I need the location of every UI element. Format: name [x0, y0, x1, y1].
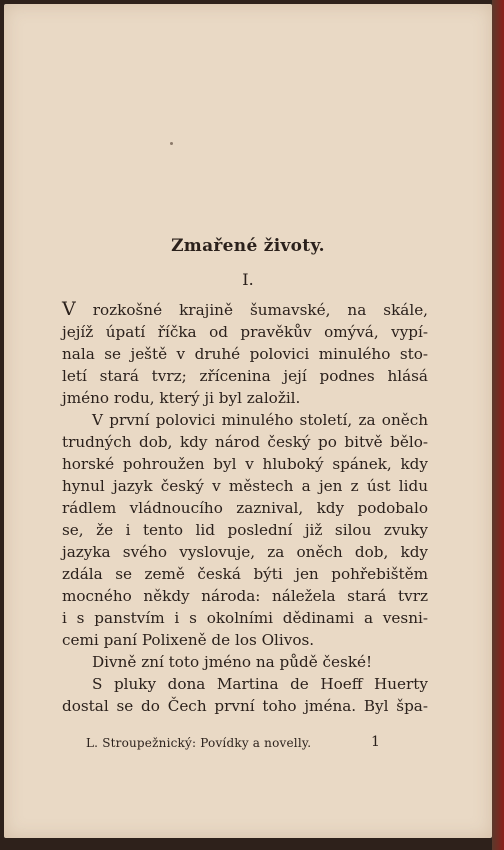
initial-letter: V [62, 298, 76, 320]
book-page [4, 4, 492, 838]
story-title: Zmařené životy. [171, 236, 325, 256]
text-line: nala se ještě v druhé polovici minulého sto- [62, 345, 428, 363]
chapter-number: I. [242, 270, 254, 289]
text-line: jazyka svého vyslovuje, za oněch dob, kdy [62, 543, 428, 561]
text-line: cemi paní Polixeně de los Olivos. [62, 631, 315, 649]
text-line: horské pohroužen byl v hluboký spánek, kdy [62, 455, 428, 473]
text-line: V první polovici minulého století, za oněch [92, 411, 428, 429]
text-line: hynul jazyk český v městech a jen z úst lidu [62, 477, 428, 495]
text-line: letí stará tvrz; zřícenina její podnes hlásá [62, 367, 428, 385]
text-line: S pluky dona Martina de Hoeff Huerty [92, 675, 428, 693]
text-line: rádlem vládnoucího zaznival, kdy podobalo [62, 499, 428, 517]
book-edge [492, 0, 504, 850]
text-line: se, že i tento lid poslední již silou zvuky [62, 521, 428, 539]
page-footer: L. Stroupežnický: Povídky a novelly. [86, 736, 312, 750]
text-line: jejíž úpatí říčka od pravěkův omývá, vypí- [62, 323, 428, 341]
text-line: mocného někdy národa: náležela stará tvrz [62, 587, 428, 605]
text-line: zdála se země česká býti jen pohřebištěm [62, 565, 428, 583]
body-text [62, 298, 428, 717]
text-line: jméno rodu, který ji byl založil. [62, 389, 301, 407]
paper-speck [170, 142, 173, 145]
text-line: Divně zní toto jméno na půdě české! [92, 653, 373, 671]
text-line: trudných dob, kdy národ český po bitvě bělo- [62, 433, 428, 451]
text-line: V rozkošné krajině šumavské, na skále, [62, 298, 429, 320]
text-line: dostal se do Čech první toho jména. Byl špa- [62, 697, 428, 715]
page-number: 1 [371, 734, 380, 750]
text-line: i s panstvím i s okolními dědinami a vesni- [62, 609, 428, 627]
